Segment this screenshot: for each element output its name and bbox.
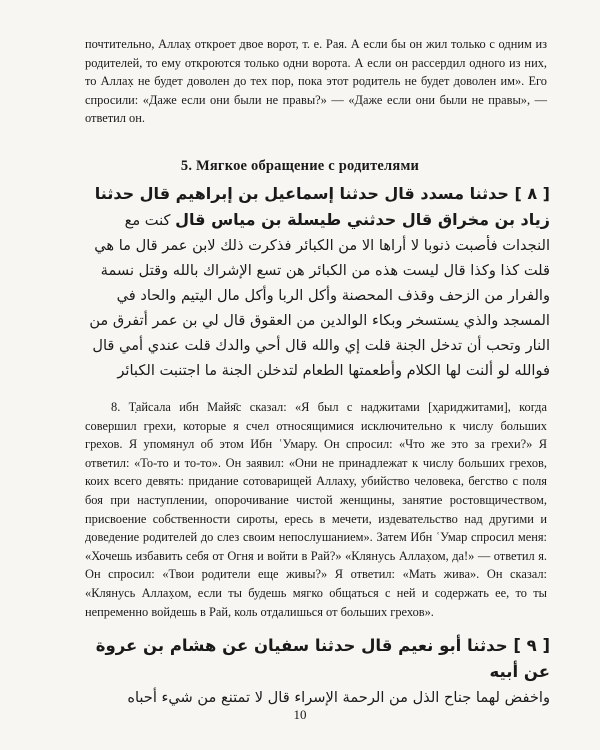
section-heading: 5. Мягкое обращение с родителями [180, 158, 420, 174]
hadith-9-arabic [84, 633, 550, 710]
hadith-8-arabic [84, 181, 550, 383]
page-number: 10 [293, 707, 307, 722]
continued-translation-paragraph: почтительно, Аллаx̣ откроет двое ворот, т. е. Рая. А если бы он жил только с одним из родителей, то ему откроются только одни ворота. А если он рассердил одного из них, то Аллаx̣ не будет доволен до тех пор, пока этот родитель не будет доволен им». Его спросили: «Даже если они были не правы?» — «Даже если они были не правы», — ответил он. [85, 37, 547, 126]
hadith-8-translation: 8. Т̣айсала ибн Майя̄с сказал: «Я был с наджитами [х̣ариджитами], когда совершил грехи, которые я счел относящимися исключительно к числу больших грехов. Я упомянул об этом Ибн ʿУмару. Он спросил: «Что же это за грехи?» Я ответил: «То-то и то-то». Он заявил: «Они не принадлежат к числу больших грехов, коих всего девять: придание сотоварищей Аллаху, убийство человека, бегство с поля боя при наступлении, опорочивание чистой женщины, занятие ростовщичеством, присвоение собственности сироты, ересь в мечети, издевательство над другими и доведение родителей до слез своим непослушанием». Затем Ибн ʿУмар спросил меня: «Хочешь избавить себя от Огня и войти в Рай?» «Клянусь Аллаx̣ом, да!» — ответил я. Он спросил: «Твои родители еще живы?» Я ответил: «Мать жива». Он сказал: «Клянусь Аллаx̣ом, если ты будешь мягко общаться с ней и содержать ее, то ты непременно войдешь в Рай, коль отдалишься от больших грехов». [85, 400, 547, 619]
hadith-9-matn: واخفض لهما جناح الذل من الرحمة الإسراء قال لا تمتنع من شيء أحباه [127, 689, 550, 706]
hadith-8-matn: كنت مع النجدات فأصبت ذنوبا لا أراها الا من الكبائر فذكرت ذلك لابن عمر قال ما هي قلت كذا وكذا قال ليست هذه من الكبائر هن تسع الإشراك بالله وقتل نسمة والفرار من الزحف وقذف المحصنة وأكل الربا وأكل مال اليتيم والحاد في المسجد والذي يستسخر وبكاء الوالدين من العقوق قال لي بن عمر أتفرق من النار وتحب أن تدخل الجنة قلت إي والله قال أحي والدك قلت عندي أمي قال فوالله لو ألنت لها الكلام وأطعمتها الطعام لتدخلن الجنة ما اجتنبت الكبائر [89, 212, 550, 379]
hadith-9-isnad: [ ٩ ] حدثنا أبو نعيم قال حدثنا سفيان عن هشام بن عروة عن أبيه [95, 636, 550, 681]
hadith-8-isnad: [ ٨ ] حدثنا مسدد قال حدثنا إسماعيل بن إبراهيم قال حدثنا زياد بن مخراق قال حدثني طيسلة بن مياس قال [94, 184, 550, 229]
